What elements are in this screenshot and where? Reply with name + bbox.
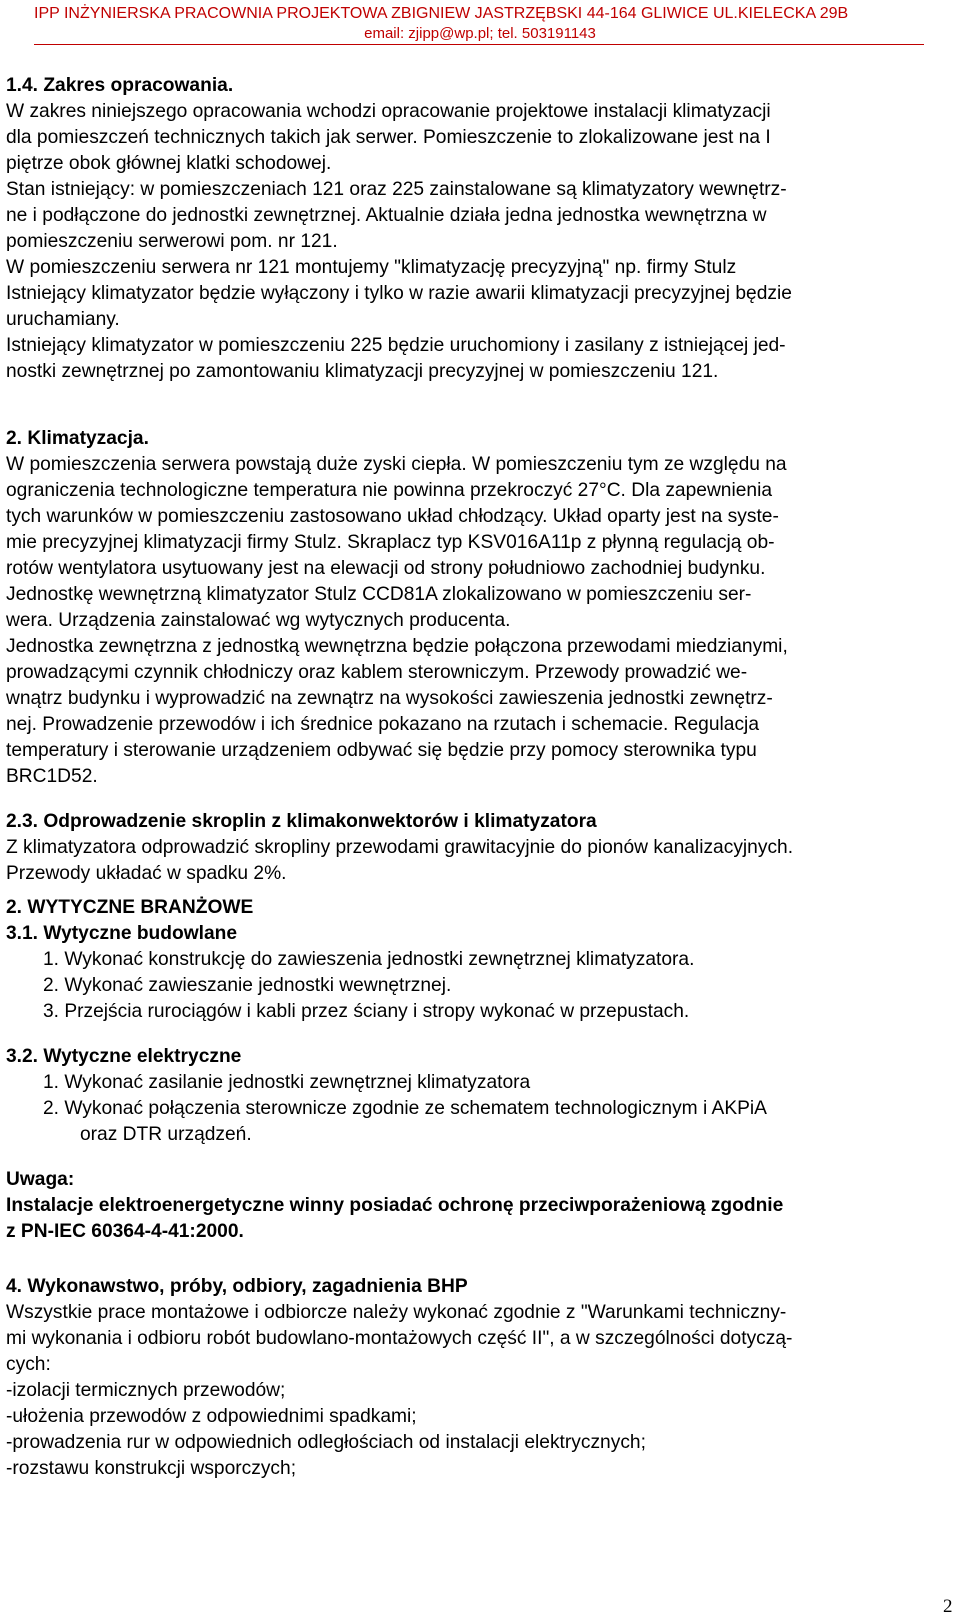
note-text: Instalacje elektroenergetyczne winny posiadać ochronę przeciwporażeniową zgodnie: [6, 1195, 784, 1216]
page-number: 2: [943, 1596, 953, 1617]
header-company-line: IPP INŻYNIERSKA PRACOWNIA PROJEKTOWA ZBIGNIEW JASTRZĘBSKI 44-164 GLIWICE UL.KIELECKA 29B: [34, 5, 849, 22]
list-item: 1. Wykonać konstrukcję do zawieszenia jednostki zewnętrznej klimatyzatora.: [43, 949, 695, 970]
section-heading-condensate: 2.3. Odprowadzenie skroplin z klimakonwektorów i klimatyzatora: [6, 811, 597, 832]
list-item: 2. Wykonać połączenia sterownicze zgodnie ze schematem technologicznym i AKPiA: [43, 1098, 767, 1119]
text-line: Jednostkę wewnętrzną klimatyzator Stulz CCD81A zlokalizowano w pomieszczeniu ser-: [6, 584, 752, 605]
text-line: Istniejący klimatyzator będzie wyłączony i tylko w razie awarii klimatyzacji precyzyjnej będzie: [6, 283, 792, 304]
text-line: -ułożenia przewodów z odpowiednimi spadkami;: [6, 1406, 417, 1427]
text-line: W zakres niniejszego opracowania wchodzi opracowanie projektowe instalacji klimatyzacji: [6, 101, 771, 122]
text-line: mi wykonania i odbioru robót budowlano-montażowych część II", a w szczególności dotyczą-: [6, 1328, 793, 1349]
text-line: Przewody układać w spadku 2%.: [6, 863, 287, 884]
text-line: ne i podłączone do jednostki zewnętrznej. Aktualnie działa jedna jednostka wewnętrzna w: [6, 205, 767, 226]
text-line: rotów wentylatora usytuowany jest na elewacji od strony południowo zachodniej budynku.: [6, 558, 766, 579]
section-heading-building-guidelines: 3.1. Wytyczne budowlane: [6, 923, 238, 944]
text-line: wnątrz budynku i wyprowadzić na zewnątrz na wysokości zawieszenia jednostki zewnętrz-: [6, 688, 773, 709]
text-line: temperatury i sterowanie urządzeniem odbywać się będzie przy pomocy sterownika typu: [6, 740, 757, 761]
text-line: piętrze obok głównej klatki schodowej.: [6, 153, 332, 174]
section-heading-air-conditioning: 2. Klimatyzacja.: [6, 428, 149, 449]
list-item: 3. Przejścia rurociągów i kabli przez ściany i stropy wykonać w przepustach.: [43, 1001, 690, 1022]
note-heading: Uwaga:: [6, 1169, 75, 1190]
text-line: tych warunków w pomieszczeniu zastosowano układ chłodzący. Układ oparty jest na syste-: [6, 506, 779, 527]
text-line: pomieszczeniu serwerowi pom. nr 121.: [6, 231, 338, 252]
text-line: Istniejący klimatyzator w pomieszczeniu 225 będzie uruchomiony i zasilany z istniejącej jed-: [6, 335, 786, 356]
header-rule: [34, 44, 924, 45]
text-line: mie precyzyjnej klimatyzacji firmy Stulz. Skraplacz typ KSV016A11p z płynną regulacją ob-: [6, 532, 775, 553]
text-line: Wszystkie prace montażowe i odbiorcze należy wykonać zgodnie z "Warunkami techniczny-: [6, 1302, 787, 1323]
text-line: nostki zewnętrznej po zamontowaniu klimatyzacji precyzyjnej w pomieszczeniu 121.: [6, 361, 719, 382]
list-item: 2. Wykonać zawieszanie jednostki wewnętrznej.: [43, 975, 452, 996]
list-item: 1. Wykonać zasilanie jednostki zewnętrznej klimatyzatora: [43, 1072, 531, 1093]
section-heading-scope: 1.4. Zakres opracowania.: [6, 75, 234, 96]
text-line: BRC1D52.: [6, 766, 98, 787]
text-line: Z klimatyzatora odprowadzić skropliny przewodami grawitacyjnie do pionów kanalizacyjnych.: [6, 837, 794, 858]
note-text: z PN-IEC 60364-4-41:2000.: [6, 1221, 244, 1242]
text-line: cych:: [6, 1354, 51, 1375]
section-heading-guidelines: 2. WYTYCZNE BRANŻOWE: [6, 897, 254, 918]
text-line: Stan istniejący: w pomieszczeniach 121 oraz 225 zainstalowane są klimatyzatory wewnętrz-: [6, 179, 787, 200]
text-line: -prowadzenia rur w odpowiednich odległościach od instalacji elektrycznych;: [6, 1432, 646, 1453]
text-line: ograniczenia technologiczne temperatura nie powinna przekroczyć 27°C. Dla zapewnienia: [6, 480, 773, 501]
text-line: W pomieszczenia serwera powstają duże zyski ciepła. W pomieszczeniu tym ze względu na: [6, 454, 787, 475]
text-line: W pomieszczeniu serwera nr 121 montujemy "klimatyzację precyzyjną" np. firmy Stulz: [6, 257, 737, 278]
section-heading-electrical-guidelines: 3.2. Wytyczne elektryczne: [6, 1046, 242, 1067]
text-line: -rozstawu konstrukcji wsporczych;: [6, 1458, 297, 1479]
text-line: wera. Urządzenia zainstalować wg wytycznych producenta.: [6, 610, 511, 631]
text-line: dla pomieszczeń technicznych takich jak serwer. Pomieszczenie to zlokalizowane jest na I: [6, 127, 771, 148]
section-heading-execution: 4. Wykonawstwo, próby, odbiory, zagadnienia BHP: [6, 1276, 468, 1297]
text-line: prowadzącymi czynnik chłodniczy oraz kablem sterowniczym. Przewody prowadzić we-: [6, 662, 748, 683]
text-line: uruchamiany.: [6, 309, 120, 330]
list-item-continuation: oraz DTR urządzeń.: [80, 1124, 252, 1145]
text-line: Jednostka zewnętrzna z jednostką wewnętrzna będzie połączona przewodami miedzianymi,: [6, 636, 788, 657]
text-line: nej. Prowadzenie przewodów i ich średnice pokazano na rzutach i schemacie. Regulacja: [6, 714, 759, 735]
header-contact-line: email: zjipp@wp.pl; tel. 503191143: [364, 25, 596, 42]
text-line: -izolacji termicznych przewodów;: [6, 1380, 286, 1401]
